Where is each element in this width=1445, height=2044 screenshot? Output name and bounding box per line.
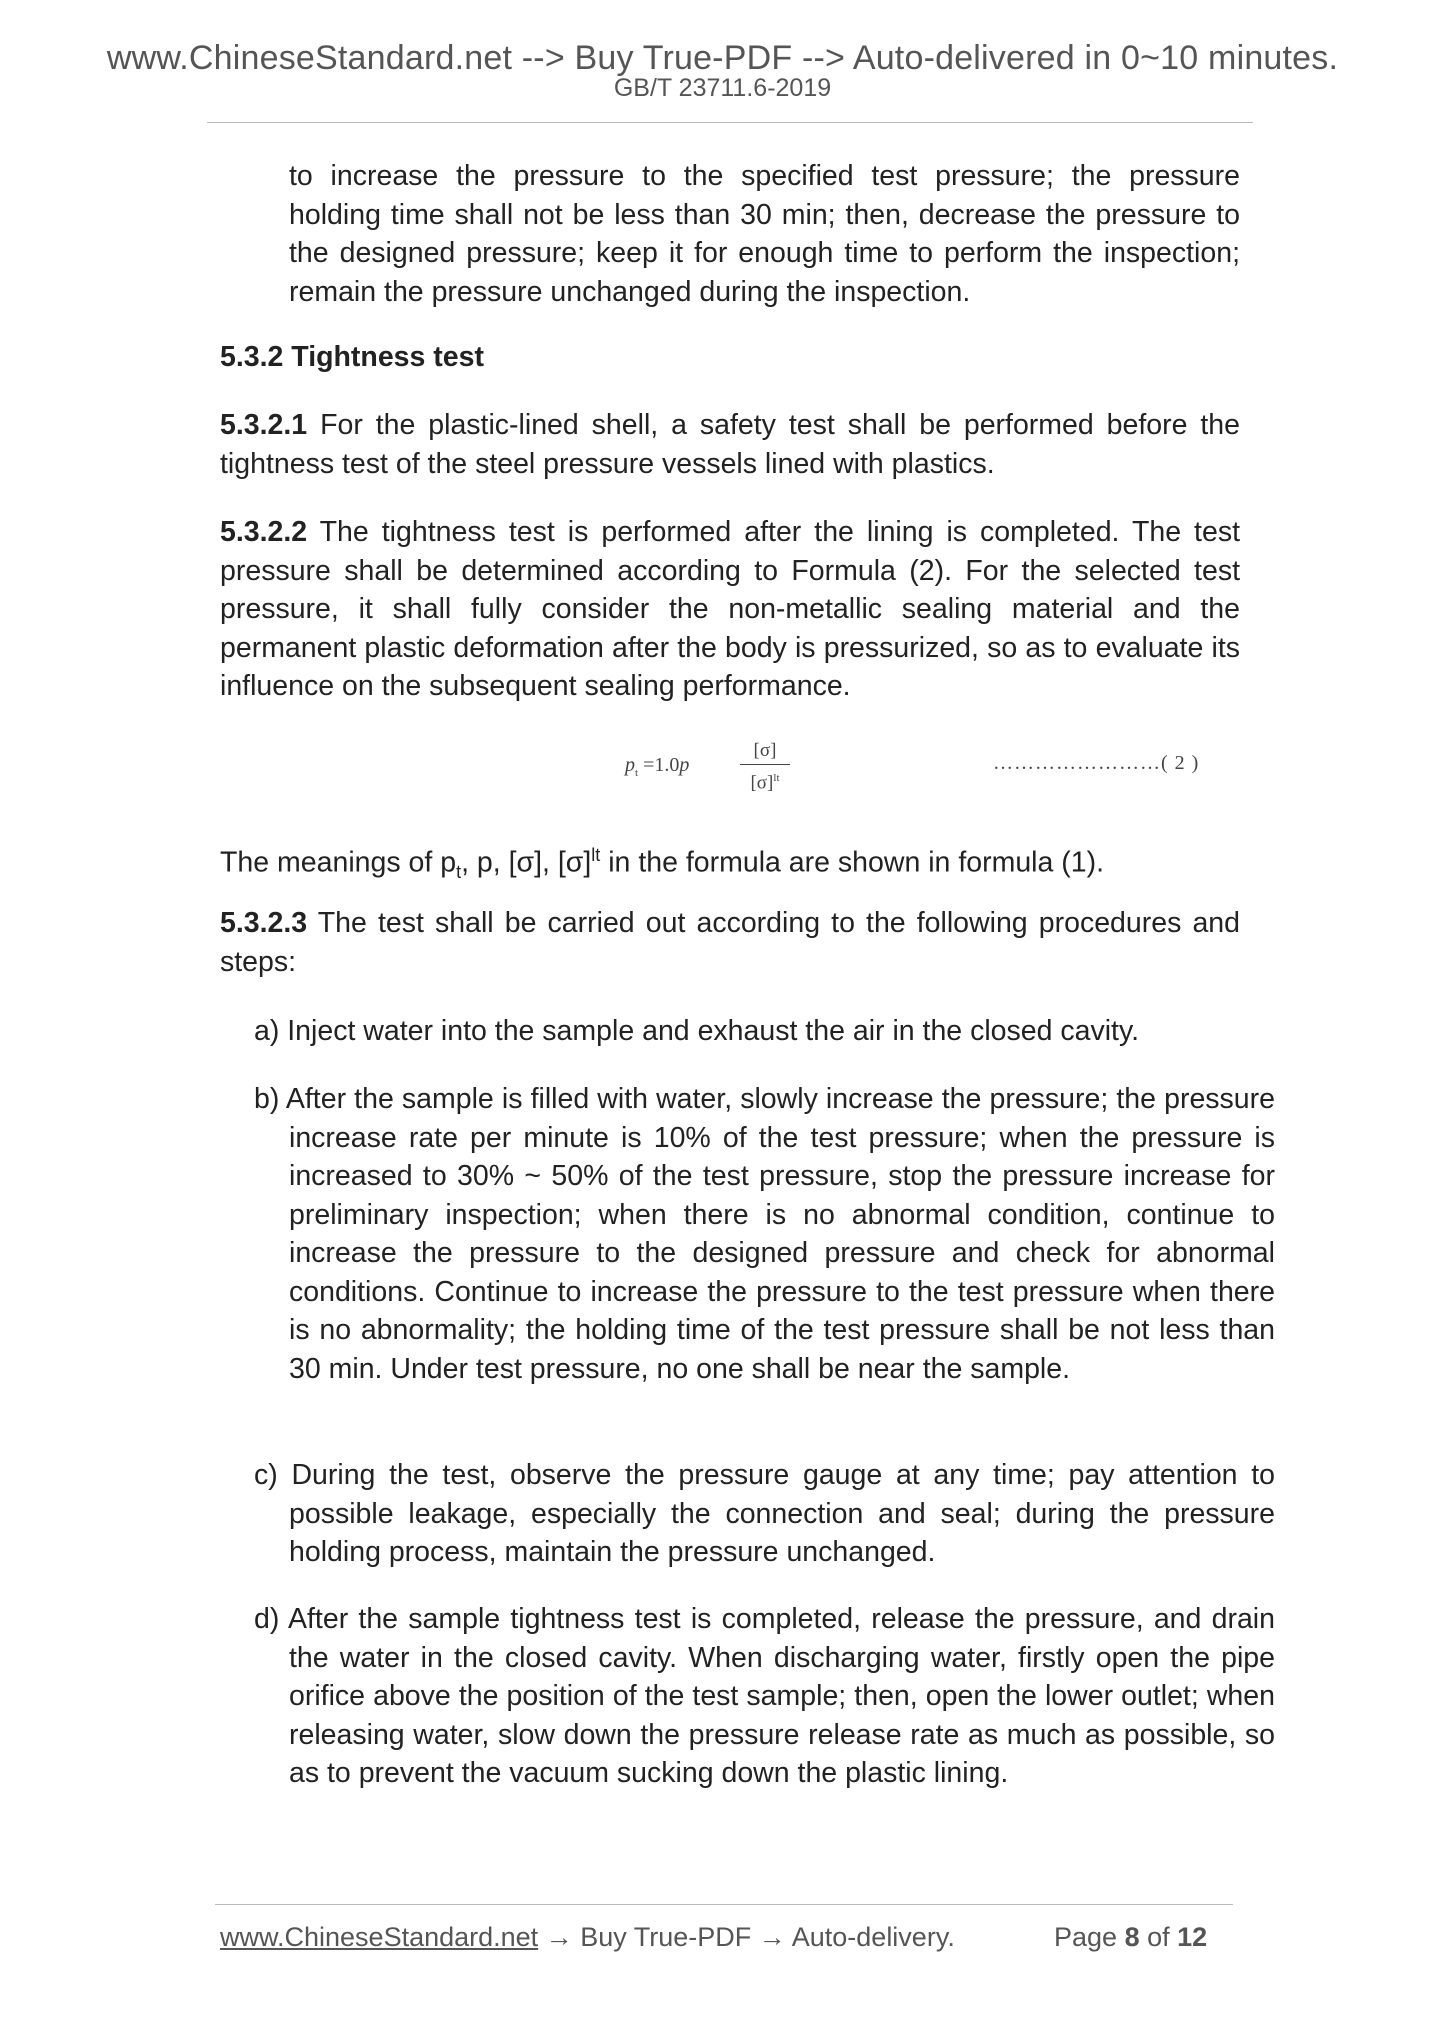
clause-number: 5.3.2.2 (220, 516, 308, 548)
clause-text: The test shall be carried out according to the following procedures and steps: (220, 907, 1240, 978)
clause-text: For the plastic-lined shell, a safety test shall be performed before the tightness test of the steel pressure vessels lined with plastics. (220, 409, 1240, 480)
fraction-bar (740, 764, 790, 765)
footer-divider (215, 1904, 1233, 1905)
step-c: c) During the test, observe the pressure gauge at any time; pay attention to possible leakage, especially the connection and seal; during the pressure holding process, maintain the pressure unchanged. (254, 1459, 1275, 1568)
total-pages: 12 (1177, 1922, 1208, 1952)
clause-5-3-2-3 (220, 904, 1240, 981)
section-heading: 5.3.2 Tightness test (220, 341, 484, 373)
standard-number: GB/T 23711.6-2019 (613, 74, 832, 102)
page-indicator: Page 8 of 12 (1054, 1922, 1208, 1952)
clause-5-3-2-1 (220, 406, 1240, 483)
header-divider (207, 122, 1253, 123)
step-a: a) Inject water into the sample and exhaust the air in the closed cavity. (254, 1015, 1140, 1047)
step-b: b) After the sample is filled with water, slowly increase the pressure; the pressure increase rate per minute is 10% of the test pressure; when the pressure is increased to 30% ~ 50% of the test pressure, stop the pressure increase for preliminary inspection; when there is no abnormal condition, continue to increase the pressure to the designed pressure and check for abnormal conditions. Continue to increase the pressure to the test pressure when there is no abnormality; the holding time of the test pressure shall be not less than 30 min. Under test pressure, no one shall be near the sample. (254, 1083, 1275, 1385)
formula-number: ……………………( 2 ) (993, 752, 1200, 774)
clause-5-3-2-2 (220, 513, 1240, 706)
formula-denominator: $[\sigma]^{lt}$ (750, 772, 780, 794)
header-banner: www.ChineseStandard.net --> Buy True-PDF --> Auto-delivered in 0~10 minutes. (106, 39, 1339, 77)
current-page: 8 (1124, 1922, 1140, 1952)
continuation-paragraph: to increase the pressure to the specified test pressure; the pressure holding time shall not be less than 30 min; then, decrease the pressure to the designed pressure; keep it for enough time to perform the inspection; remain the pressure unchanged during the inspection. (289, 160, 1240, 308)
formula-numerator: [σ] (753, 740, 777, 761)
formula-fraction (740, 740, 790, 794)
meanings-paragraph: The meanings of $p_t$, p, [σ], $[\sigma]^{lt}$ in the formula are shown in formula (1). (220, 845, 1105, 883)
clause-number: 5.3.2.3 (220, 907, 308, 939)
footer-left: www.ChineseStandard.net → Buy True-PDF → Auto-delivery. (220, 1922, 955, 1952)
footer-link[interactable]: www.ChineseStandard.net (220, 1922, 539, 1952)
step-d: d) After the sample tightness test is completed, release the pressure, and drain the water in the closed cavity. When discharging water, firstly open the pipe orifice above the position of the test sample; then, open the lower outlet; when releasing water, slow down the pressure release rate as much as possible, so as to prevent the vacuum sucking down the plastic lining. (254, 1603, 1275, 1789)
clause-number: 5.3.2.1 (220, 409, 308, 441)
clause-text: The tightness test is performed after the lining is completed. The test pressure shall be determined according to Formula (2). For the selected test pressure, it shall fully consider the non-metallic sealing material and the permanent plastic deformation after the body is pressurized, so as to evaluate its influence on the subsequent sealing performance. (220, 516, 1240, 702)
formula-lhs: $p_t =1.0p$ (625, 754, 690, 779)
